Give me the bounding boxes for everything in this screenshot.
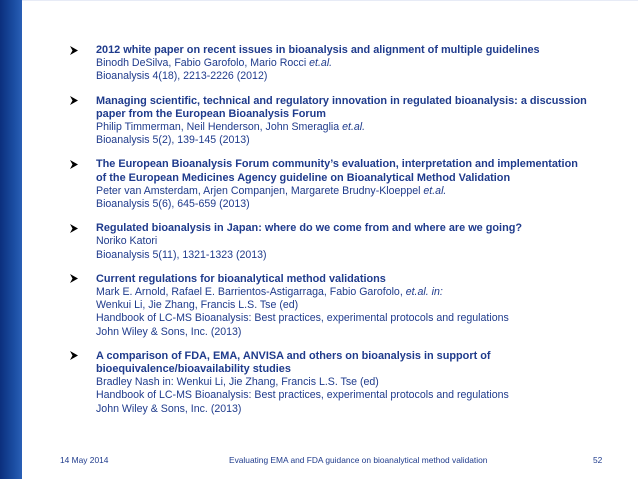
page-number: 52 xyxy=(593,455,603,465)
reference-authors: Binodh DeSilva, Fabio Garofolo, Mario Rocci et.al. xyxy=(96,57,333,70)
reference-item-6 xyxy=(69,350,604,416)
arrow-bullet-icon xyxy=(69,222,79,234)
arrow-bullet-icon xyxy=(69,95,79,107)
reference-authors: Bradley Nash in: Wenkui Li, Jie Zhang, Francis L.S. Tse (ed) xyxy=(96,376,379,389)
reference-title-line-2: of the European Medicines Agency guideline on Bioanalytical Method Validation xyxy=(96,171,511,184)
reference-item-5 xyxy=(69,273,604,339)
slide-footer xyxy=(0,455,638,471)
reference-title-line-2: paper from the European Bioanalysis Forum xyxy=(96,107,326,120)
reference-title-line-1: Managing scientific, technical and regulatory innovation in regulated bioanalysis: a discussion xyxy=(96,94,587,107)
reference-title-line-1: The European Bioanalysis Forum community’s evaluation, interpretation and implementation xyxy=(96,158,578,171)
left-brand-band xyxy=(0,0,22,479)
reference-source: Bioanalysis 5(6), 645-659 (2013) xyxy=(96,198,250,211)
arrow-bullet-icon xyxy=(69,350,79,362)
arrow-bullet-icon xyxy=(69,273,79,285)
footer-title: Evaluating EMA and FDA guidance on bioanalytical method validation xyxy=(229,455,488,465)
reference-item-4 xyxy=(69,222,604,262)
reference-book-title: Handbook of LC-MS Bioanalysis: Best practices, experimental protocols and regulations xyxy=(96,312,509,325)
reference-source: Bioanalysis 4(18), 2213-2226 (2012) xyxy=(96,70,268,83)
reference-item-1 xyxy=(69,44,604,84)
reference-source: Bioanalysis 5(11), 1321-1323 (2013) xyxy=(96,248,267,261)
top-divider xyxy=(22,0,638,1)
reference-authors: Peter van Amsterdam, Arjen Companjen, Margarete Brudny-Kloeppel et.al. xyxy=(96,184,447,197)
reference-title-line-2: bioequivalence/bioavailability studies xyxy=(96,363,291,376)
reference-publisher: John Wiley & Sons, Inc. (2013) xyxy=(96,402,242,415)
reference-source: Bioanalysis 5(2), 139-145 (2013) xyxy=(96,134,250,147)
reference-publisher: John Wiley & Sons, Inc. (2013) xyxy=(96,325,242,338)
arrow-bullet-icon xyxy=(69,158,79,170)
reference-item-3 xyxy=(69,158,604,211)
footer-date: 14 May 2014 xyxy=(60,455,109,465)
reference-title: Current regulations for bioanalytical method validations xyxy=(96,272,386,285)
reference-title: 2012 white paper on recent issues in bioanalysis and alignment of multiple guidelines xyxy=(96,44,540,56)
reference-title: Regulated bioanalysis in Japan: where do we come from and where are we going? xyxy=(96,222,523,235)
arrow-bullet-icon xyxy=(69,44,79,56)
reference-editors: Wenkui Li, Jie Zhang, Francis L.S. Tse (ed) xyxy=(96,299,299,312)
reference-authors: Philip Timmerman, Neil Henderson, John Smeraglia et.al. xyxy=(96,121,366,134)
reference-authors: Noriko Katori xyxy=(96,235,158,248)
reference-list xyxy=(69,44,604,427)
reference-authors: Mark E. Arnold, Rafael E. Barrientos-Astigarraga, Fabio Garofolo, et.al. in: xyxy=(96,286,443,299)
reference-item-2 xyxy=(69,95,604,148)
reference-book-title: Handbook of LC-MS Bioanalysis: Best practices, experimental protocols and regulations xyxy=(96,389,509,402)
reference-title-line-1: A comparison of FDA, EMA, ANVISA and others on bioanalysis in support of xyxy=(96,349,491,362)
